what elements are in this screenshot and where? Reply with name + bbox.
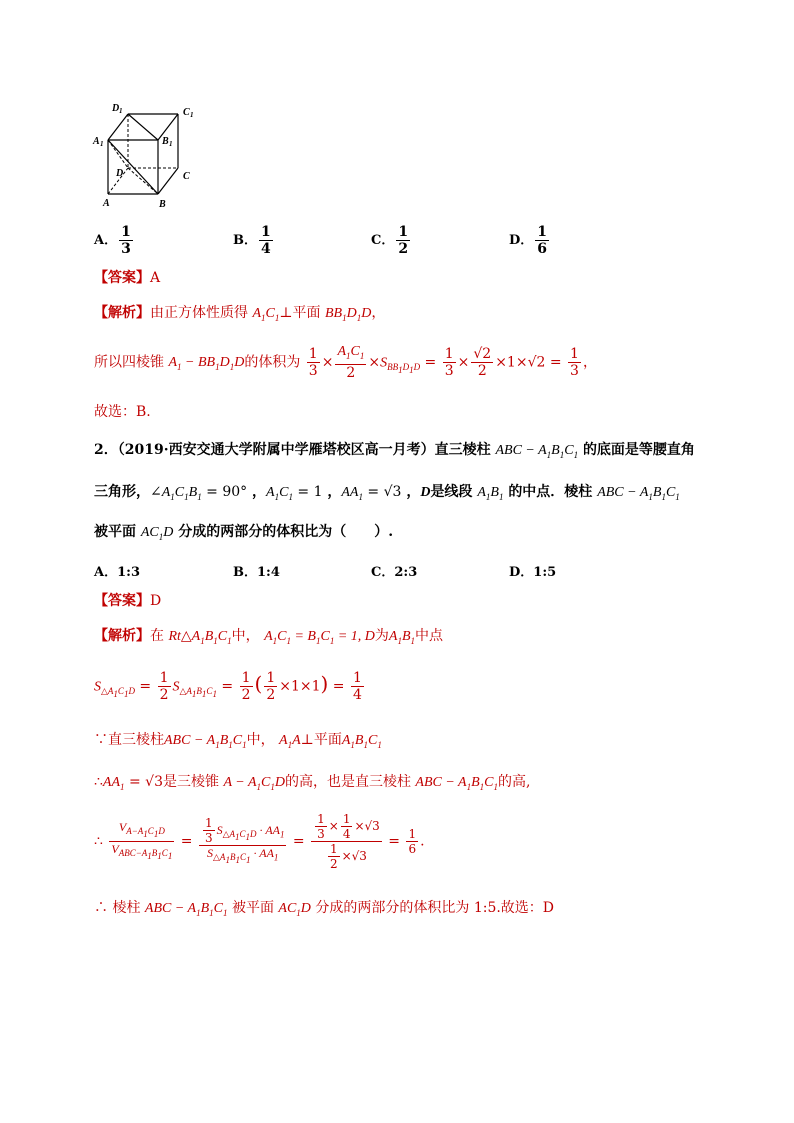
svg-text:1: 1 (190, 111, 194, 119)
q2-option-c: C．2:3 (371, 565, 418, 580)
q2-stem-line1: 2．（2019·西安交通大学附属中学雁塔校区高一月考）直三棱柱 ABC − $A_1B_1C_1$ 的底面是等腰直角 (94, 442, 695, 460)
label-c1: C (183, 107, 190, 118)
q1-option-d: D． $\frac{1}{6}$ (509, 224, 548, 257)
q2-analysis-line5: ∴ $\frac{V_{A-A_1C_1D}}{V_{ABC-A_1B_1C_1}}$ = $\frac{1}{3}$ $S_{\triangle A_1C_1D} \cdot AA_1$ $S_{\triangle A_1B_1C_1} \cdot AA_1$ = $\frac{1}{3}$ × $\frac{1}{4}$ ×√3 $\frac{1}{2}$ ×√3 = $\frac{1}{6}$ . (94, 812, 425, 871)
label-a1: A (93, 136, 100, 147)
svg-text:1: 1 (119, 107, 123, 115)
q2-option-d: D．1:5 (509, 565, 557, 580)
label-b1: B (162, 136, 169, 147)
q1-option-c: C． $\frac{1}{2}$ (371, 224, 409, 257)
q2-final: ∴ 棱柱 ABC − $A_1B_1C_1$ 被平面 $AC_1D$ 分成的两部分的体积比为 1:5.故选：D (94, 900, 555, 918)
q1-option-b: B． $\frac{1}{4}$ (233, 224, 271, 257)
svg-text:1: 1 (100, 140, 104, 148)
q2-stem-line2: 三角形，$\angle A_1C_1B_1 = 90^\circ$ ，$A_1C_1 = 1$ ，$AA_1 = √3$ ，D是线段 $A_1B_1$ 的中点．棱柱 ABC − $A_1B_1C_1$ (94, 484, 680, 502)
q2-answer: 【答案】D (94, 593, 162, 609)
q2-analysis-line2: $S_{\triangle A_1C_1D}$ = $\frac{1}{2}$ $S_{\triangle A_1B_1C_1}$ = $\frac{1}{2}$ ( $\frac{1}{2}$ ×1×1) = $\frac{1}{4}$ (94, 670, 362, 703)
q2-stem-line3: 被平面 $AC_1D$ 分成的两部分的体积比为（ ）. (94, 524, 394, 542)
label-d1: D (112, 103, 120, 114)
q2-analysis-line1: 【解析】在 $Rt\triangle A_1B_1C_1$中， $A_1C_1 = B_1C_1 = 1$, D为$A_1B_1$中点 (94, 628, 444, 646)
q1-option-a: A． $\frac{1}{3}$ (94, 224, 131, 257)
q1-answer: 【答案】A (94, 270, 161, 286)
q1-analysis-line2: 所以四棱锥 $A_1 - BB_1D_1D$的体积为 $\frac{1}{3}$ × $\frac{A_1C_1}{2}$ $\times S_{BB_1D_1D}$ = $\frac{1}{3}$ × $\frac{√2}{2}$ ×1×√2 = $\frac{1}{3}$ ， (94, 344, 597, 381)
q2-analysis-line3: ∵直三棱柱ABC − $A_1B_1C_1$中， $A_1A\perp$平面$A_1B_1C_1$ (94, 732, 382, 750)
q2-option-b: B．1:4 (233, 565, 280, 580)
cube-figure (92, 100, 202, 212)
label-c: C (183, 171, 190, 182)
label-a: A (103, 198, 110, 209)
q2-analysis-line4: $\therefore AA_1 = √3$是三棱锥 $A - A_1C_1D$的高，也是直三棱柱 ABC − $A_1B_1C_1$的高, (94, 774, 531, 792)
svg-text:1: 1 (169, 140, 173, 148)
q2-option-a: A．1:3 (94, 565, 140, 580)
label-b: B (159, 199, 166, 210)
q1-analysis-line1: 【解析】由正方体性质得 $A_1C_1\perp$平面 $BB_1D_1D$， (94, 305, 386, 323)
label-d: D (116, 168, 124, 179)
q1-conclusion: 故选：B. (94, 404, 151, 420)
